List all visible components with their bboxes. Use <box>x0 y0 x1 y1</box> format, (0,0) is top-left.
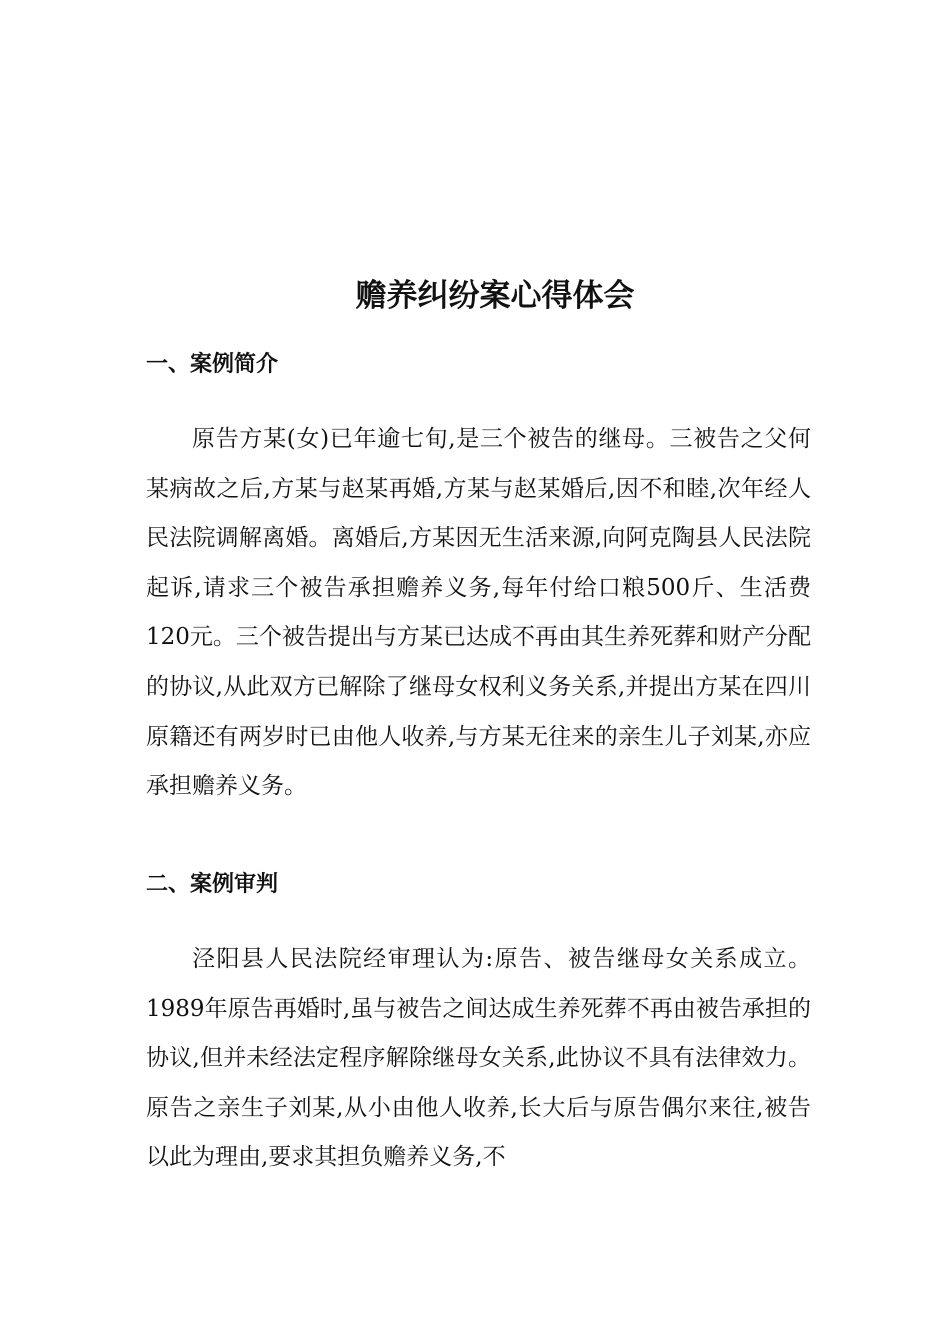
section-heading-case-judgment: 二、案例审判 <box>146 872 279 897</box>
section-paragraph-case-intro: 原告方某(女)已年逾七旬,是三个被告的继母。三被告之父何某病故之后,方某与赵某再婚,方某与赵某婚后,因不和睦,次年经人民法院调解离婚。离婚后,方某因无生活来源,向阿克陶县人民法院起诉,请求三个被告承担赡养义务,每年付给口粮500斤、生活费120元。三个被告提出与方某已达成不再由其生养死葬和财产分配的协议,从此双方已解除了继母女权利义务关系,并提出方某在四川原籍还有两岁时已由他人收养,与方某无往来的亲生儿子刘某,亦应承担赡养义务。 <box>146 426 811 800</box>
section-paragraph-case-judgment: 泾阳县人民法院经审理认为:原告、被告继母女关系成立。1989年原告再婚时,虽与被告之间达成生养死葬不再由被告承担的协议,但并未经法定程序解除继母女关系,此协议不具有法律效力。原告之亲生子刘某,从小由他人收养,长大后与原告偶尔来往,被告以此为理由,要求其担负赡养义务,不 <box>146 946 811 1171</box>
document-title: 赡养纠纷案心得体会 <box>355 278 635 314</box>
section-heading-case-intro: 一、案例简介 <box>146 352 279 377</box>
